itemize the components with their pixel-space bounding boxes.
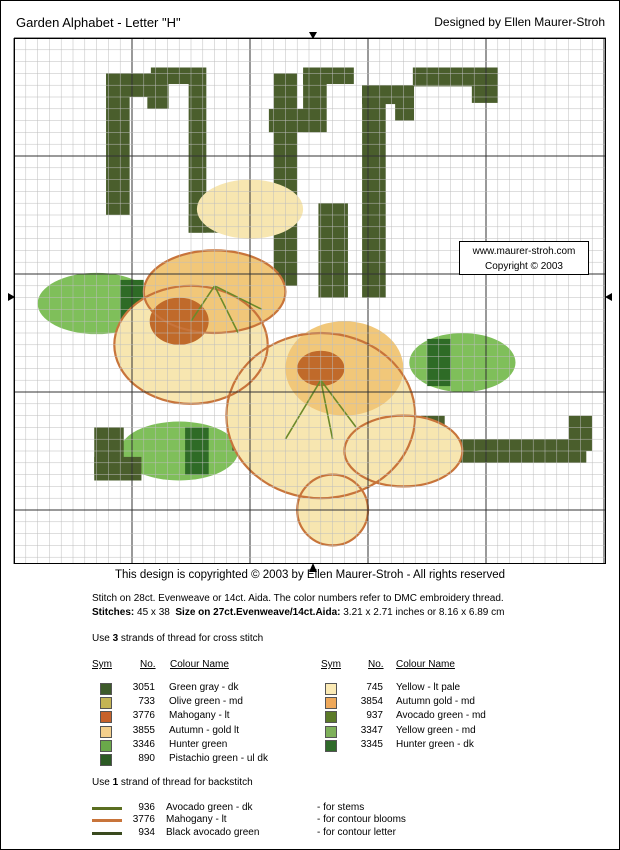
size-info [92, 607, 504, 618]
bs-note-pre: Use [92, 777, 113, 788]
thread-number: 3855 [132, 724, 155, 736]
colour-name: Olive green - md [169, 696, 243, 708]
colour-name: Hunter green - dk [396, 738, 474, 750]
no-header-left: No. [140, 659, 156, 670]
website-url[interactable]: www.maurer-stroh.com [472, 246, 576, 257]
thread-number: 936 [138, 802, 155, 813]
bs-note-post: strand of thread for backstitch [118, 777, 253, 788]
name-header-right: Colour Name [396, 659, 455, 670]
thread-number: 733 [138, 696, 155, 708]
backstitch-use: - for stems [317, 802, 365, 813]
note-post: strands of thread for cross stitch [118, 633, 264, 644]
size-label: Size on 27ct.Evenweave/14ct.Aida: [175, 607, 341, 618]
color-key-row [0, 724, 620, 738]
colour-name: Autumn gold - md [396, 696, 475, 708]
dots-symbol-icon [325, 683, 337, 695]
colour-name: Mahogany - lt [169, 710, 230, 722]
colour-name: Green gray - dk [169, 682, 239, 693]
colour-name: Avocado green - dk [166, 802, 253, 813]
chart-copyright: Copyright © 2003 [485, 261, 563, 272]
thread-number: 937 [366, 710, 383, 722]
thread-number: 934 [138, 826, 155, 838]
sym-header-left: Sym [92, 659, 112, 670]
backstitch-row [0, 826, 620, 840]
no-header-right: No. [368, 659, 384, 670]
thread-number: 3776 [132, 814, 155, 826]
stitch-cells [38, 68, 593, 546]
cross-stitch-chart [14, 38, 606, 564]
thread-number: 3345 [360, 738, 383, 750]
plus-symbol-icon [325, 726, 337, 738]
colour-name: Mahogany - lt [166, 814, 227, 826]
s-symbol-icon [325, 740, 337, 752]
colour-name: Avocado green - md [396, 710, 486, 722]
fabric-info: Stitch on 28ct. Evenweave or 14ct. Aida. The color numbers refer to DMC embroidery thread. [92, 593, 504, 604]
backstitch-note [92, 777, 253, 788]
color-key-row [0, 752, 620, 766]
stitches-label: Stitches: [92, 607, 135, 618]
thread-number: 890 [138, 753, 155, 764]
backstitch-use: - for contour blooms [317, 814, 406, 826]
note-strands: 3 [112, 633, 119, 644]
thread-number: 3051 [132, 682, 155, 693]
thread-number: 3854 [360, 696, 383, 708]
colour-name: Hunter green [169, 738, 228, 750]
letter-stroke [395, 85, 414, 120]
copyright-box [459, 241, 589, 275]
color-key-row [0, 738, 620, 752]
circle-symbol-icon [325, 697, 337, 709]
thread-number: 3346 [132, 738, 155, 750]
sym-header-right: Sym [321, 659, 341, 670]
target-symbol-icon [325, 711, 337, 723]
backstitch-use: - for contour letter [317, 826, 396, 838]
colour-name: Yellow - lt pale [396, 682, 461, 693]
letter-stroke [94, 457, 141, 481]
colour-name: Autumn - gold lt [169, 724, 240, 736]
bs-note-strands: 1 [112, 777, 119, 788]
colour-name: Pistachio green - ul dk [169, 753, 268, 764]
copyright-notice: This design is copyrighted © 2003 by Ellen Maurer-Stroh - All rights reserved [114, 569, 506, 581]
color-key-row [0, 695, 620, 709]
stitches-value: 45 x 38 [137, 607, 170, 618]
letter-stroke [303, 68, 354, 85]
note-pre: Use [92, 633, 113, 644]
block-symbol-icon [100, 754, 112, 766]
thread-number: 745 [366, 682, 383, 693]
designer-credit: Designed by Ellen Maurer-Stroh [434, 15, 605, 29]
cross-stitch-note [92, 633, 263, 644]
colour-name: Yellow green - md [396, 724, 476, 736]
color-key-row [0, 681, 620, 695]
colour-name: Black avocado green [166, 826, 260, 838]
thread-number: 3776 [132, 710, 155, 722]
color-key-row [0, 709, 620, 723]
thread-number: 3347 [360, 724, 383, 736]
page-title: Garden Alphabet - Letter "H" [16, 15, 181, 30]
name-header-left: Colour Name [170, 659, 229, 670]
size-value: 3.21 x 2.71 inches or 8.16 x 6.89 cm [343, 607, 505, 618]
